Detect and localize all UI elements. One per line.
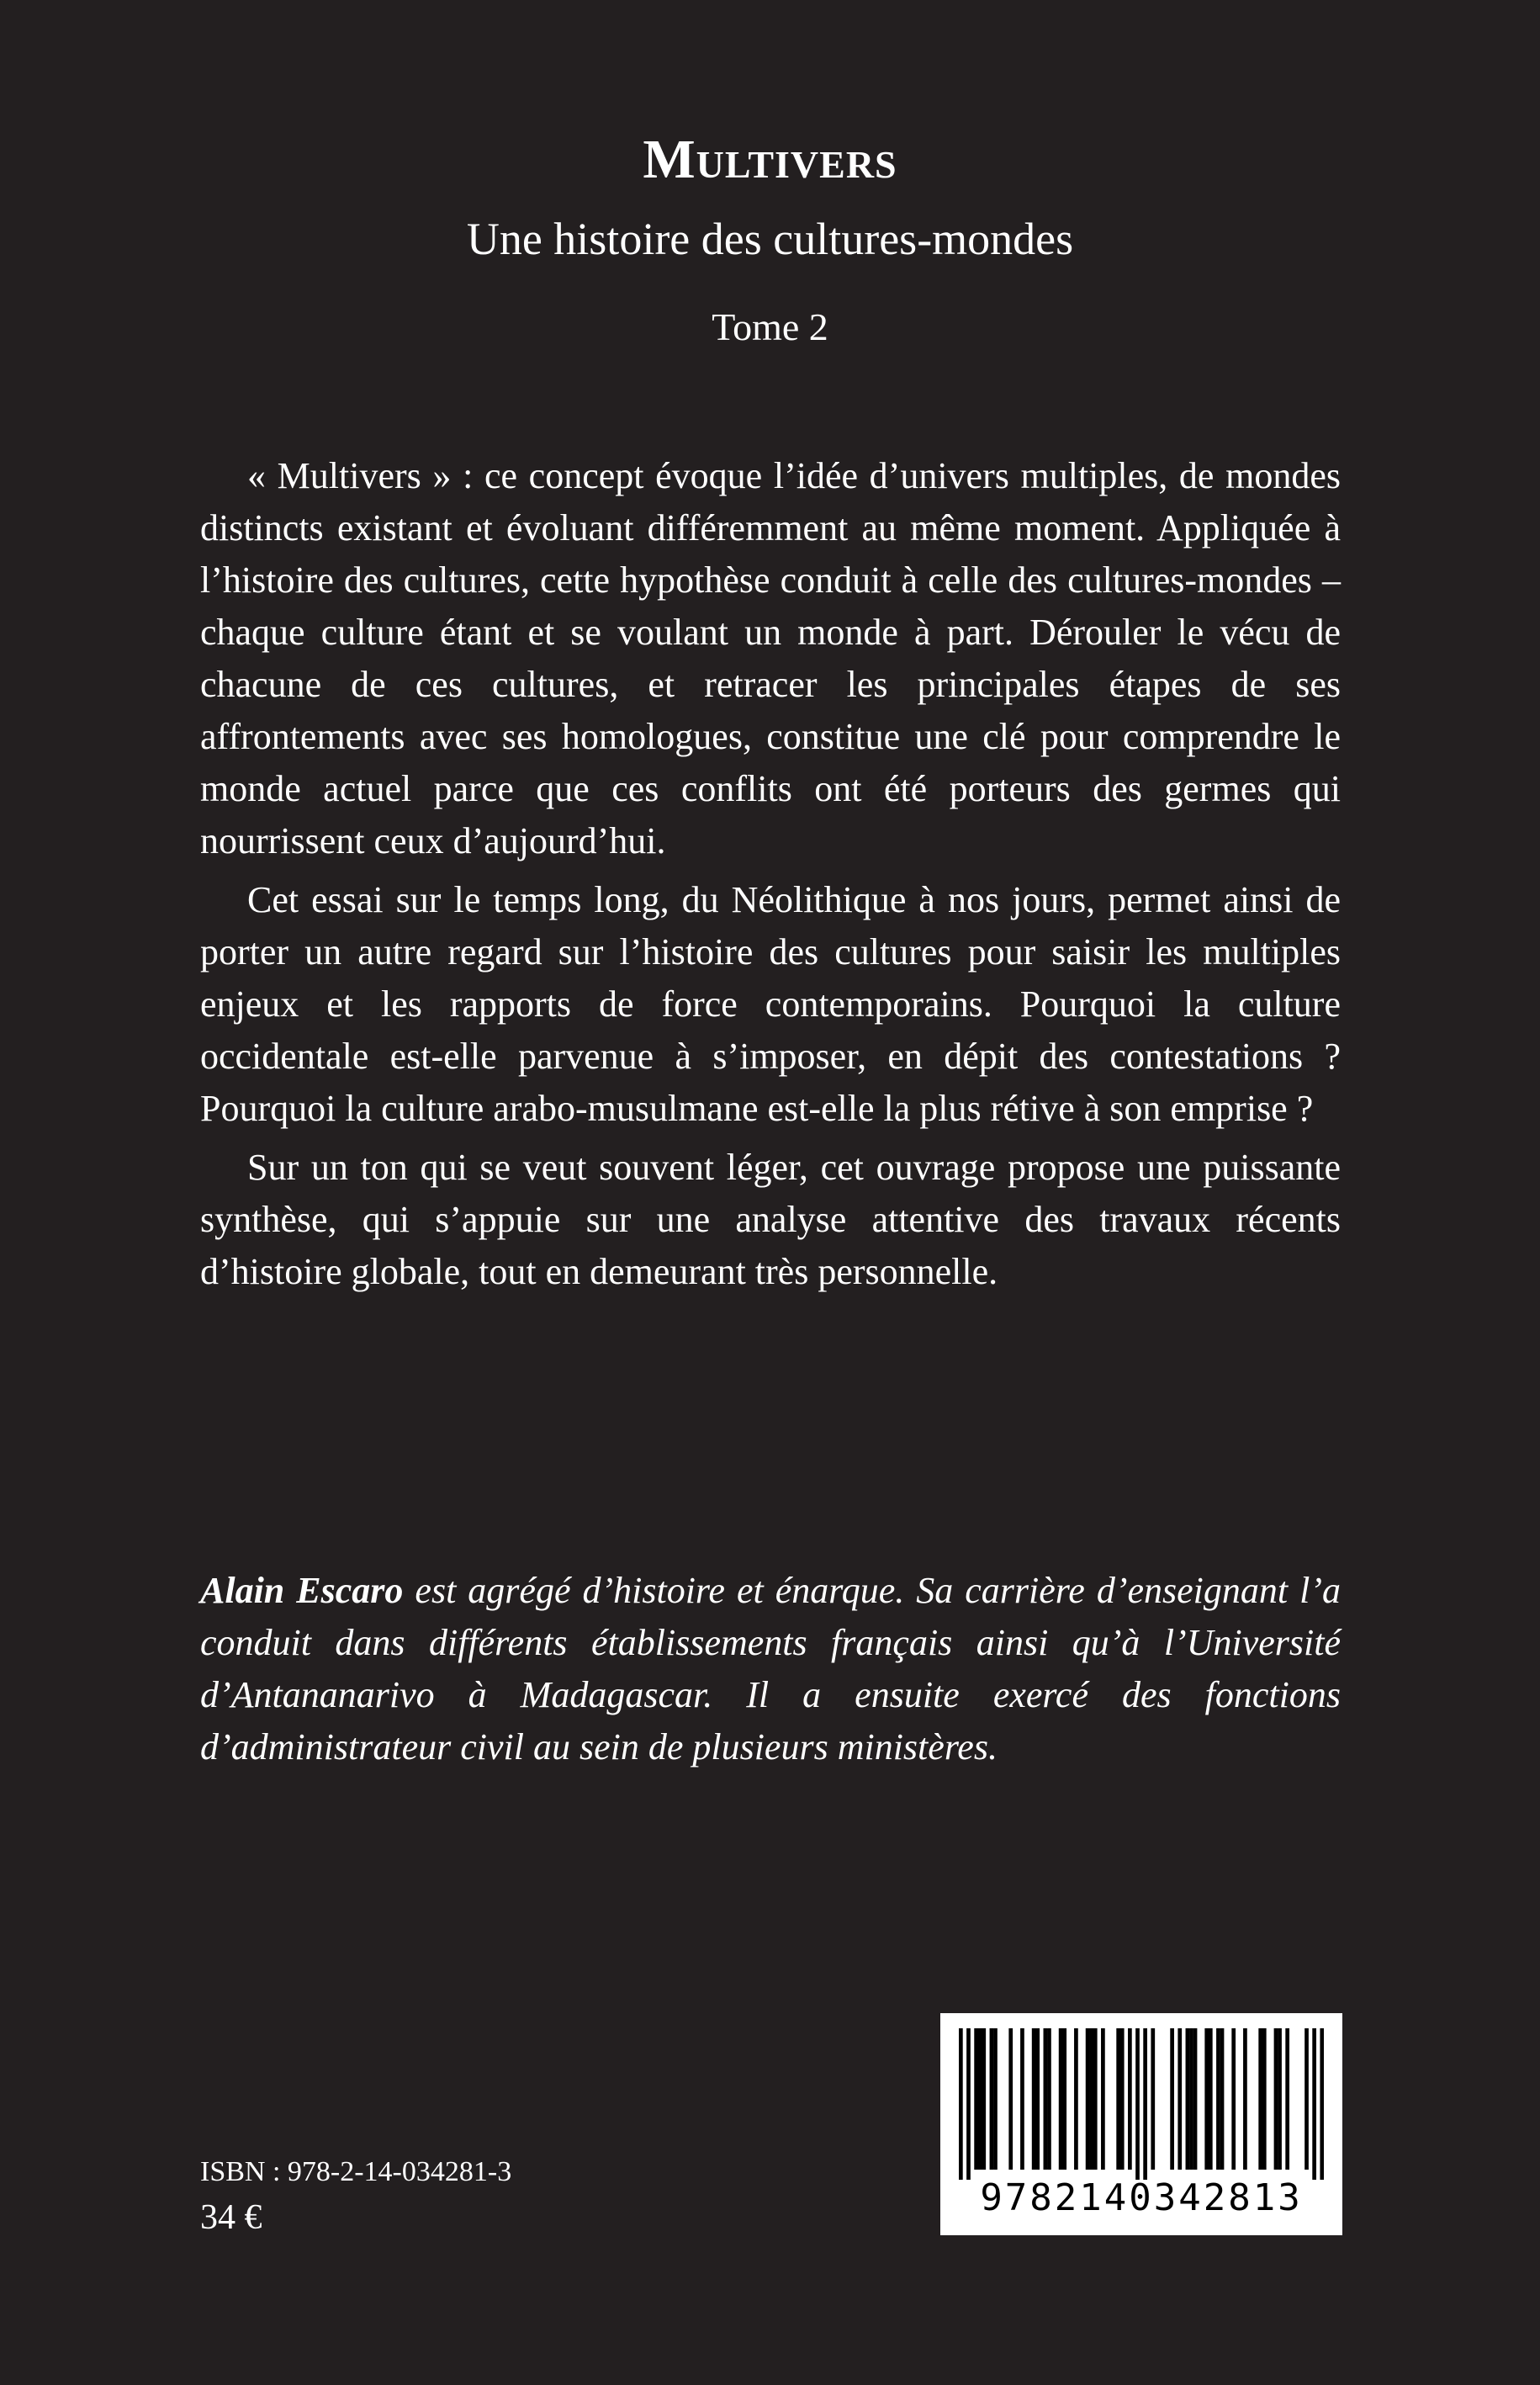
barcode-bar <box>1274 2028 1278 2170</box>
barcode-bar <box>1278 2028 1282 2170</box>
barcode-bar <box>982 2028 986 2170</box>
book-subtitle: Une histoire des cultures-mondes <box>466 214 1074 264</box>
barcode-bar <box>1204 2028 1209 2170</box>
barcode-bar <box>1216 2028 1220 2170</box>
barcode-bar <box>1231 2028 1236 2170</box>
blurb-paragraph: Sur un ton qui se veut souvent léger, cet ouvrage propose une puissante synthèse, qui s’appuie sur une analyse attentive des travaux récents d’histoire globale, tout en demeurant très personnelle. <box>200 1147 1341 1292</box>
barcode-bar <box>1074 2028 1078 2170</box>
barcode-bar <box>1312 2028 1316 2180</box>
isbn: ISBN : 978-2-14-034281-3 <box>200 2156 512 2187</box>
book-title: Multivers <box>643 129 897 190</box>
author-bio-text: est agrégé d’histoire et énarque. Sa carrière d’enseignant l’a conduit dans différents établissements français ainsi qu’à l’Université d’Antananarivo à Madagascar. Il a ensuite exercé des fonctions d’administrateur civil au sein de plusieurs ministères. <box>200 1570 1342 1768</box>
barcode-bar <box>974 2028 978 2170</box>
barcode-bar <box>1177 2028 1182 2170</box>
barcode-bar <box>1305 2028 1309 2170</box>
blurb-paragraph: Cet essai sur le temps long, du Néolithique à nos jours, permet ainsi de porter un autre regard sur l’histoire des cultures pour saisir les multiples enjeux et les rapports de force contemporains. Pourquoi la culture occidentale est-elle parvenue à s’imposer, en dépit des contestations ? Pourquoi la culture arabo-musulmane est-elle la plus rétive à son emprise ? <box>200 879 1341 1129</box>
barcode-bar <box>1320 2028 1324 2180</box>
barcode-bar <box>1101 2028 1105 2170</box>
blurb <box>200 450 1341 1305</box>
barcode-bar <box>1189 2028 1193 2170</box>
barcode-bar <box>1186 2028 1190 2170</box>
author-name: Alain Escaro <box>200 1570 404 1611</box>
blurb-paragraph: « Multivers » : ce concept évoque l’idée d’univers multiples, de mondes distincts existant et évoluant différemment au même moment. Appliquée à l’histoire des cultures, cette hypothèse conduit à celle des cultures-mondes – chaque culture étant et se voulant un monde à part. Dérouler le vécu de chacune de ces cultures, et retracer les principales étapes de ses affrontements avec ses homologues, constitue une clé pour comprendre le monde actuel parce que ces conflits ont été porteurs des germes qui nourrissent ceux d’aujourd’hui. <box>200 455 1341 861</box>
barcode-bar <box>978 2028 982 2170</box>
barcode-bar <box>1151 2028 1155 2170</box>
barcode-bar <box>1035 2028 1040 2170</box>
barcode-bar <box>1047 2028 1051 2170</box>
barcode <box>940 2013 1342 2235</box>
barcode-bar <box>959 2028 963 2180</box>
barcode-bar <box>1143 2028 1147 2180</box>
barcode-bar <box>1193 2028 1198 2170</box>
barcode-bar <box>1089 2028 1093 2170</box>
barcode-bar <box>1285 2028 1289 2170</box>
barcode-bar <box>1220 2028 1225 2170</box>
price: 34 € <box>200 2198 262 2237</box>
title-block <box>0 126 1540 357</box>
barcode-bar <box>966 2028 971 2180</box>
barcode-bar <box>993 2028 998 2170</box>
barcode-bar <box>1128 2028 1132 2170</box>
barcode-bar <box>1086 2028 1090 2170</box>
barcode-bar <box>1032 2028 1036 2170</box>
barcode-bar <box>1059 2028 1063 2170</box>
barcode-bar <box>1120 2028 1125 2170</box>
barcode-bar <box>990 2028 994 2170</box>
barcode-digits: 9782140342813 <box>980 2176 1303 2219</box>
barcode-bar <box>1093 2028 1098 2170</box>
barcode-bar <box>1258 2028 1262 2170</box>
barcode-bar <box>1008 2028 1013 2170</box>
barcode-bar <box>1116 2028 1120 2170</box>
barcode-bar <box>1243 2028 1247 2170</box>
barcode-bar <box>1062 2028 1066 2170</box>
barcode-bar <box>1209 2028 1213 2170</box>
barcode-bar <box>1262 2028 1267 2170</box>
barcode-bars <box>959 2028 1324 2180</box>
barcode-bar <box>1135 2028 1140 2180</box>
volume-label: Tome 2 <box>712 305 828 348</box>
barcode-bar <box>1044 2028 1048 2170</box>
barcode-bar <box>1020 2028 1024 2170</box>
barcode-bar <box>1170 2028 1174 2170</box>
author-bio <box>200 1565 1341 1773</box>
